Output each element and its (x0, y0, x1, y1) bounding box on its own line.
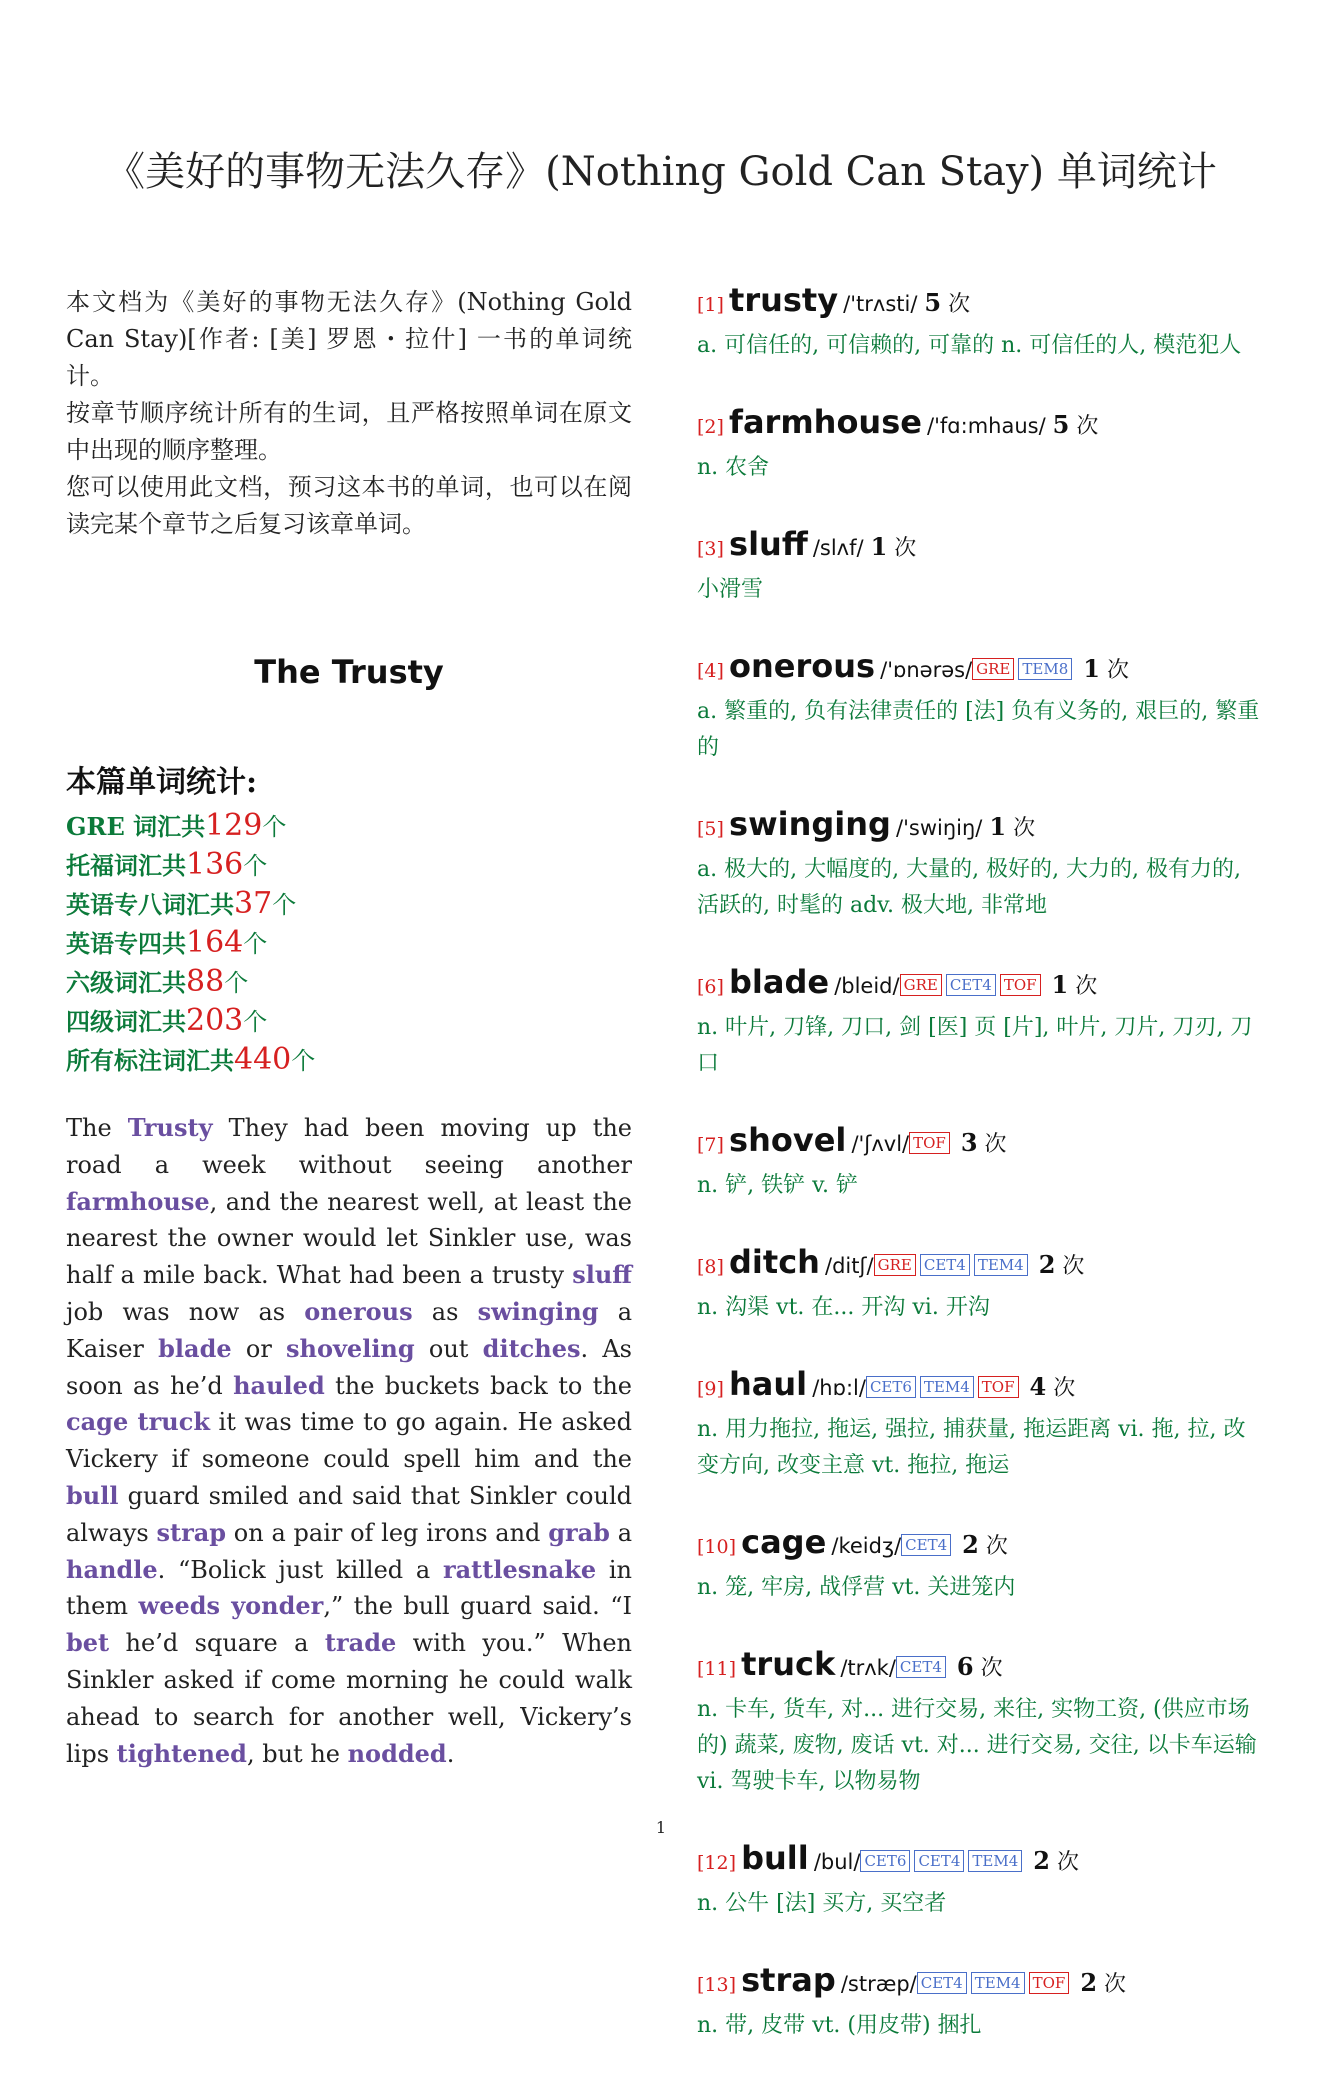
count-number: 4 (1029, 1372, 1047, 1401)
story-text-segment: or (231, 1334, 287, 1363)
highlighted-word: blade (158, 1333, 232, 1363)
entry-definition: 小滑雪 (697, 577, 764, 602)
story-text-segment: . (446, 1739, 455, 1768)
exam-tag: TOF (1000, 974, 1041, 996)
count-number: 6 (956, 1652, 974, 1681)
entry-definition: a. 繁重的, 负有法律责任的 [法] 负有义务的, 艰巨的, 繁重的 (697, 699, 1260, 760)
entry-definition: n. 公牛 [法] 买方, 买空者 (697, 1891, 947, 1916)
entry-word: sluff (729, 525, 808, 563)
highlighted-word: farmhouse (66, 1186, 210, 1216)
entry-head (697, 1644, 1267, 1690)
exam-tag: CET6 (860, 1850, 910, 1872)
vocab-entry (697, 1364, 1267, 1484)
entry-count (1076, 654, 1129, 683)
highlighted-word: hauled (233, 1370, 325, 1400)
stat-label: 四级词汇共 (66, 1007, 186, 1036)
highlighted-word: tightened (116, 1738, 247, 1768)
entry-index: [3] (697, 538, 724, 560)
stat-unit: 个 (291, 1047, 316, 1075)
stat-count: 129 (205, 808, 263, 843)
highlighted-word: sluff (572, 1260, 632, 1290)
entry-count (954, 1128, 1007, 1157)
entry-head (697, 1522, 1267, 1568)
entry-head (697, 804, 1267, 850)
stat-label: 所有标注词汇共 (66, 1046, 234, 1075)
entry-index: [4] (697, 660, 724, 682)
intro (66, 284, 632, 543)
entry-phonetic: /ditʃ/ (825, 1254, 874, 1278)
count-number: 3 (960, 1128, 978, 1157)
page-number: 1 (655, 1818, 667, 1837)
exam-tag: CET4 (896, 1656, 946, 1678)
entry-phonetic: /slʌf/ (812, 536, 864, 560)
entry-index: [5] (697, 818, 724, 840)
entry-count (917, 288, 971, 317)
entry-definition: n. 笼, 牢房, 战俘营 vt. 关进笼内 (697, 1575, 1016, 1600)
count-unit: 次 (1053, 1376, 1076, 1401)
exam-tag: GRE (874, 1254, 916, 1276)
intro-paragraph: 本文档为《美好的事物无法久存》(Nothing Gold Can Stay)[作者: [美] 罗恩・拉什] 一书的单词统计。 (66, 288, 632, 390)
entry-count (950, 1652, 1003, 1681)
entry-phonetic: /keidʒ/ (831, 1534, 902, 1558)
entry-definition: n. 用力拖拉, 拖运, 强拉, 捕获量, 拖运距离 vi. 拖, 拉, 改变方向, 改变主意 vt. 拖拉, 拖运 (697, 1417, 1246, 1478)
count-unit: 次 (1075, 974, 1098, 999)
entry-definition: n. 农舍 (697, 455, 770, 480)
highlighted-word: shoveling (286, 1333, 415, 1363)
vocab-entry (697, 1242, 1267, 1326)
entry-definition: n. 带, 皮带 vt. (用皮带) 捆扎 (697, 2013, 982, 2038)
exam-tag: CET4 (920, 1254, 970, 1276)
count-number: 2 (1033, 1846, 1050, 1875)
entry-word: trusty (729, 281, 839, 319)
entry-word: ditch (729, 1243, 820, 1281)
count-number: 2 (1080, 1968, 1098, 1997)
stat-count: 164 (186, 925, 244, 960)
entry-word: strap (741, 1961, 836, 1999)
section-title: The Trusty (254, 653, 444, 691)
exam-tag: CET6 (866, 1376, 916, 1398)
story-text-segment: as (412, 1297, 478, 1326)
entry-word: bull (741, 1839, 809, 1877)
stat-label: 英语专四共 (66, 929, 186, 958)
stat-unit: 个 (272, 891, 297, 919)
entry-index: [8] (697, 1256, 724, 1278)
entry-word: onerous (729, 647, 876, 685)
entry-head (697, 524, 1267, 570)
story-text-segment: out (414, 1334, 483, 1363)
stat-unit: 个 (224, 969, 249, 997)
entry-head (697, 962, 1267, 1008)
entry-phonetic: /'ʃʌvl/ (851, 1132, 910, 1156)
entry-head (697, 1242, 1267, 1288)
entry-phonetic: /'swiŋiŋ/ (896, 816, 983, 840)
entry-word: shovel (729, 1121, 847, 1159)
count-unit: 次 (1056, 1850, 1079, 1875)
story-text-segment: in them (66, 1555, 632, 1621)
highlighted-word: handle (66, 1554, 158, 1584)
entry-definition: a. 极大的, 大幅度的, 大量的, 极好的, 大力的, 极有力的, 活跃的, 时髦的 adv. 极大地, 非常地 (697, 857, 1242, 918)
highlighted-word: weeds yonder (138, 1591, 324, 1621)
entry-count (1073, 1968, 1127, 1997)
exam-tag: TOF (1029, 1972, 1070, 1994)
count-number: 5 (924, 288, 942, 317)
entry-definition: n. 沟渠 vt. 在... 开沟 vi. 开沟 (697, 1295, 990, 1320)
stat-label: 英语专八词汇共 (66, 890, 234, 919)
highlighted-word: bull (66, 1480, 119, 1510)
highlighted-word: nodded (347, 1738, 447, 1768)
entry-index: [12] (697, 1852, 737, 1874)
stat-line (66, 963, 632, 1002)
entry-phonetic: /bleid/ (834, 974, 900, 998)
stat-label: 六级词汇共 (66, 968, 186, 997)
entry-phonetic: /'fɑ:mhaus/ (927, 414, 1046, 438)
vocab-entry (697, 646, 1267, 766)
story-text-segment: . “Bolick just killed a (157, 1555, 443, 1584)
entry-word: truck (741, 1645, 836, 1683)
vocab-entry (697, 1960, 1267, 2044)
entry-word: cage (741, 1523, 827, 1561)
entry-definition: n. 卡车, 货车, 对... 进行交易, 来往, 实物工资, (供应市场的) 蔬菜, 废物, 废话 vt. 对... 进行交易, 交往, 以卡车运输 vi. 驾驶卡车, 以物易物 (697, 1697, 1257, 1794)
entry-index: [10] (697, 1536, 737, 1558)
entry-phonetic: /trʌk/ (840, 1656, 896, 1680)
intro-paragraph: 按章节顺序统计所有的生词，且严格按照单词在原文中出现的顺序整理。 (66, 399, 632, 464)
count-number: 1 (870, 532, 888, 561)
entry-definition: n. 铲, 铁铲 v. 铲 (697, 1173, 858, 1198)
exam-tag: CET4 (946, 974, 996, 996)
entry-phonetic: /stræp/ (840, 1972, 917, 1996)
count-unit: 次 (985, 1534, 1008, 1559)
count-number: 1 (1083, 654, 1100, 683)
exam-tag: TEM4 (971, 1972, 1025, 1994)
exam-tag: TEM4 (920, 1376, 974, 1398)
story-text-segment: on a pair of leg irons and (226, 1518, 549, 1547)
entry-index: [11] (697, 1658, 737, 1680)
highlighted-word: swinging (477, 1296, 599, 1326)
exam-tag: CET4 (914, 1850, 964, 1872)
exam-tag: GRE (972, 658, 1014, 680)
story-text (66, 1110, 632, 1772)
entry-index: [9] (697, 1378, 724, 1400)
story-text-segment: , but he (246, 1739, 348, 1768)
story-text-segment: a (609, 1518, 633, 1547)
story-text-segment: The (66, 1114, 128, 1142)
highlighted-word: Trusty (127, 1113, 213, 1142)
stat-label: 托福词汇共 (66, 851, 186, 880)
entry-count (1026, 1846, 1079, 1875)
exam-tag: TEM4 (974, 1254, 1028, 1276)
vocabulary-list (697, 280, 1267, 2082)
count-unit: 次 (980, 1656, 1003, 1681)
vocab-entry (697, 804, 1267, 924)
left-column (66, 284, 632, 1772)
stat-line (66, 846, 632, 885)
stat-count: 203 (186, 1003, 244, 1038)
stat-line (66, 885, 632, 924)
vocab-entry (697, 1838, 1267, 1922)
stat-count: 136 (186, 847, 244, 882)
stat-count: 37 (234, 886, 273, 921)
entry-index: [6] (697, 976, 724, 998)
entry-head (697, 280, 1267, 326)
entry-head (697, 402, 1267, 448)
stat-count: 440 (234, 1042, 292, 1077)
vocab-entry (697, 1644, 1267, 1800)
entry-head (697, 1838, 1267, 1884)
entry-count (1045, 970, 1098, 999)
exam-tag: TOF (909, 1132, 950, 1154)
count-unit: 次 (948, 292, 971, 317)
story-text-segment: with you.” When Sinkler asked if come morning he could walk ahead to search for another well, Vickery’s lips (66, 1629, 632, 1768)
entry-phonetic: /'trʌsti/ (843, 292, 918, 316)
stat-unit: 个 (243, 930, 268, 958)
entry-index: [13] (697, 1974, 737, 1996)
entry-count (1046, 410, 1099, 439)
highlighted-word: bet (66, 1628, 110, 1658)
story-text-segment: guard smiled and said that Sinkler could always (66, 1481, 632, 1547)
story-text-segment: a Kaiser (66, 1297, 632, 1363)
story-text-segment: he’d square a (109, 1629, 325, 1658)
story-text-segment: ,” the bull guard said. “I (323, 1592, 632, 1621)
entry-index: [2] (697, 416, 724, 438)
highlighted-word: trade (324, 1628, 397, 1658)
count-unit: 次 (1062, 1254, 1085, 1279)
stat-unit: 个 (262, 813, 287, 841)
entry-definition: n. 叶片, 刀锋, 刀口, 剑 [医] 页 [片], 叶片, 刀片, 刀刃, 刀口 (697, 1015, 1253, 1076)
story-text-segment: . As soon as he’d (66, 1334, 632, 1400)
stats-list (66, 807, 632, 1080)
count-number: 2 (962, 1530, 979, 1559)
story-text-segment: They had been moving up the road a week without seeing another (66, 1114, 633, 1179)
entry-index: [1] (697, 294, 724, 316)
entry-word: blade (729, 963, 830, 1001)
entry-word: farmhouse (729, 403, 922, 441)
stat-count: 88 (186, 964, 225, 999)
entry-definition: a. 可信任的, 可信赖的, 可靠的 n. 可信任的人, 模范犯人 (697, 333, 1242, 358)
count-unit: 次 (894, 536, 917, 561)
exam-tag: TEM4 (968, 1850, 1022, 1872)
entry-head (697, 646, 1267, 692)
story-text-segment: it was time to go again. He asked Vickery if someone could spell him and the (66, 1408, 632, 1474)
count-number: 1 (989, 812, 1007, 841)
stat-line (66, 1041, 632, 1080)
highlighted-word: cage truck (66, 1407, 210, 1437)
count-unit: 次 (1013, 816, 1036, 841)
exam-tag: CET4 (901, 1534, 951, 1556)
entry-phonetic: /hɒ:l/ (812, 1376, 866, 1400)
story-text-segment: , and the nearest well, at least the nearest the owner would let Sinkler use, was half a mile back. What had been a trusty (66, 1187, 632, 1290)
count-number: 2 (1038, 1250, 1056, 1279)
intro-paragraph: 您可以使用此文档，预习这本书的单词，也可以在阅读完某个章节之后复习该章单词。 (66, 473, 632, 538)
story-text-segment: job was now as (66, 1297, 305, 1326)
highlighted-word: strap (156, 1517, 227, 1547)
entry-word: haul (729, 1365, 808, 1403)
highlighted-word: onerous (304, 1296, 413, 1326)
entry-count (864, 532, 917, 561)
entry-count (955, 1530, 1008, 1559)
vocab-entry (697, 402, 1267, 486)
entry-head (697, 1364, 1267, 1410)
story-text-segment: the buckets back to the (324, 1371, 632, 1400)
count-unit: 次 (1106, 658, 1129, 683)
entry-head (697, 1120, 1267, 1166)
stat-line (66, 924, 632, 963)
exam-tag: CET4 (917, 1972, 967, 1994)
stats-title: 本篇单词统计: (66, 765, 258, 800)
vocab-entry (697, 962, 1267, 1082)
highlighted-word: grab (548, 1517, 610, 1547)
entry-word: swinging (729, 805, 891, 843)
entry-head (697, 1960, 1267, 2006)
vocab-entry (697, 1120, 1267, 1204)
count-unit: 次 (1104, 1972, 1127, 1997)
page-title: 《美好的事物无法久存》(Nothing Gold Can Stay) 单词统计 (105, 149, 1217, 195)
exam-tag: TOF (978, 1376, 1019, 1398)
stat-line (66, 1002, 632, 1041)
entry-index: [7] (697, 1134, 724, 1156)
vocab-entry (697, 524, 1267, 608)
vocab-entry (697, 1522, 1267, 1606)
entry-count (982, 812, 1036, 841)
stat-unit: 个 (243, 1008, 268, 1036)
entry-count (1023, 1372, 1076, 1401)
count-number: 5 (1052, 410, 1070, 439)
stat-label: GRE 词汇共 (66, 812, 206, 841)
entry-phonetic: /'ɒnərəs/ (880, 658, 973, 682)
entry-phonetic: /bul/ (813, 1850, 861, 1874)
exam-tag: TEM8 (1018, 658, 1072, 680)
highlighted-word: ditches (482, 1333, 581, 1363)
count-unit: 次 (1076, 414, 1099, 439)
stat-line (66, 807, 632, 846)
count-number: 1 (1051, 970, 1069, 999)
exam-tag: GRE (900, 974, 942, 996)
highlighted-word: rattlesnake (442, 1554, 597, 1584)
entry-count (1032, 1250, 1085, 1279)
count-unit: 次 (984, 1132, 1007, 1157)
stat-unit: 个 (243, 852, 268, 880)
vocab-entry (697, 280, 1267, 364)
